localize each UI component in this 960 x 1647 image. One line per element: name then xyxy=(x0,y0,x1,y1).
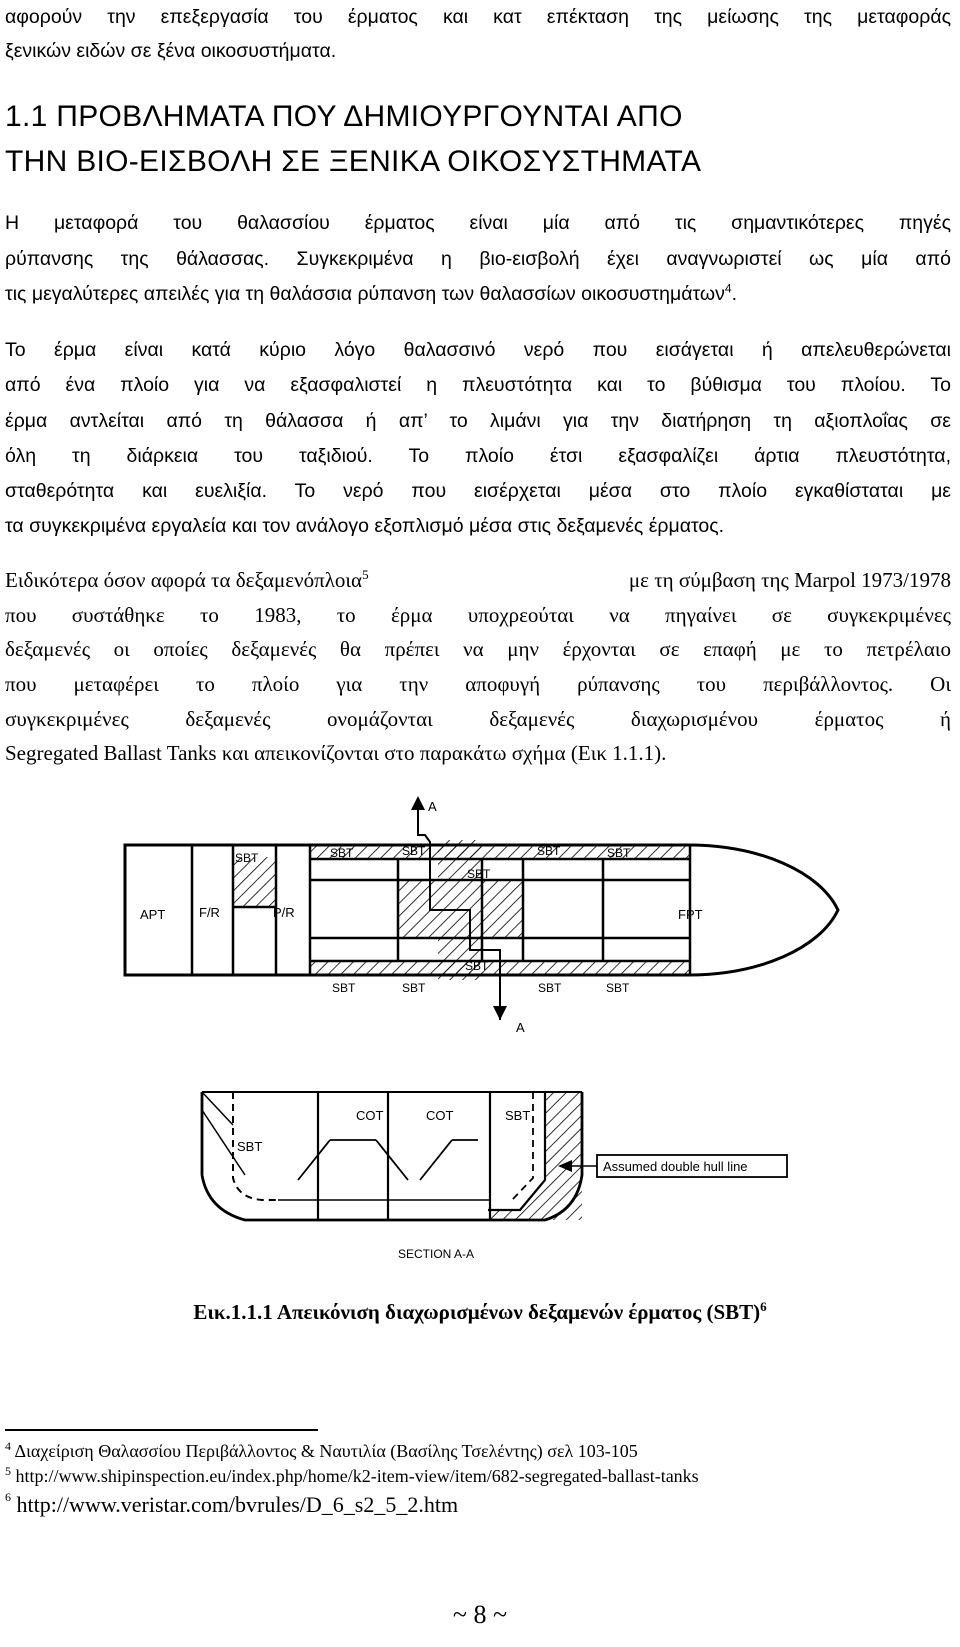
paragraph-3-line-1-a xyxy=(5,568,369,593)
sbt-aft-label: SBT xyxy=(235,851,259,865)
fr-label: F/R xyxy=(199,905,220,920)
ship-plan-view xyxy=(125,796,838,1035)
intro-line-1: αφορούν την επεξεργασία του έρματος και κατ επέκταση της μείωσης της μεταφοράς xyxy=(5,6,951,28)
page-number: ~ 8 ~ xyxy=(452,1600,508,1629)
sbt-top-3-label: SBT xyxy=(537,844,561,858)
footnote-4 xyxy=(5,1441,638,1462)
sbt-bottom-1-label: SBT xyxy=(332,981,356,995)
section-cot-1-label: COT xyxy=(356,1108,384,1123)
paragraph-3-line-1-a-text: Ειδικότερα όσον αφορά τα δεξαμενόπλοια xyxy=(5,568,363,592)
paragraph-2-line-6: τα συγκεκριμένα εργαλεία και τον ανάλογο εξοπλισμό μέσα στις δεξαμενές έρματος. xyxy=(5,515,725,537)
footnote-ref-6: 6 xyxy=(760,1299,767,1314)
paragraph-3-line-1-b: με τη σύμβαση της Marpol 1973/1978 xyxy=(628,568,951,592)
paragraph-1-line-3-end: . xyxy=(731,283,738,305)
footnote-6-link[interactable]: http://www.veristar.com/bvrules/D_6_s2_5_2.htm xyxy=(16,1492,459,1517)
footnote-4-number: 4 xyxy=(5,1439,11,1453)
footnote-6 xyxy=(5,1492,458,1518)
double-hull-label: Assumed double hull line xyxy=(603,1159,748,1174)
paragraph-1-line-3 xyxy=(5,283,951,306)
footnote-5-number: 5 xyxy=(5,1464,11,1478)
section-heading-line-1: 1.1 ΠΡΟΒΛΗΜΑΤΑ ΠΟΥ ΔΗΜΙΟΥΡΓΟΥΝΤΑΙ ΑΠΟ xyxy=(5,100,683,133)
figure-caption-text: Εικ.1.1.1 Απεικόνιση διαχωρισμένων δεξαμενών έρματος (SBT) xyxy=(193,1300,761,1324)
paragraph-2-line-3: έρμα αντλείται από τη θάλασσα ή απ’ το λιμάνι για την διατήρηση τη αξιοπλοΐας σε xyxy=(5,410,951,432)
section-heading-line-2: ΤΗΝ ΒΙΟ-ΕΙΣΒΟΛΗ ΣΕ ΞΕΝΙΚΑ ΟΙΚΟΣΥΣΤΗΜΑΤΑ xyxy=(5,145,702,178)
paragraph-2-line-5: σταθερότητα και ευελιξία. Το νερό που εισέρχεται μέσα στο πλοίο εγκαθίσταται με xyxy=(5,480,951,502)
footnote-separator xyxy=(5,1429,318,1431)
paragraph-2-line-2: από ένα πλοίο για να εξασφαλιστεί η πλευστότητα και το βύθισμα του πλοίου. Το xyxy=(5,374,951,396)
sbt-bottom-2-label: SBT xyxy=(402,981,426,995)
paragraph-3-line-6: Segregated Ballast Tanks και απεικονίζονται στο παρακάτω σχήμα (Εικ 1.1.1). xyxy=(5,741,667,765)
sbt-bottom-4-label: SBT xyxy=(606,981,630,995)
sbt-top-1-label: SBT xyxy=(330,846,354,860)
paragraph-2-line-4: όλη τη διάρκεια του ταξιδιού. Το πλοίο έτσι εξασφαλίζει άρτια πλευστότητα, xyxy=(5,445,951,467)
paragraph-3-line-3: δεξαμενές οι οποίες δεξαμενές θα πρέπει να μην έρχονται σε επαφή με το πετρέλαιο xyxy=(5,637,951,661)
footnote-5 xyxy=(5,1466,699,1487)
sbt-top-4-label: SBT xyxy=(607,846,631,860)
section-mark-top: A xyxy=(428,799,437,814)
paragraph-2-line-1: Το έρμα είναι κατά κύριο λόγο θαλασσινό νερό που εισάγεται ή απελευθερώνεται xyxy=(5,339,951,361)
sbt-center-2-label: SBT xyxy=(465,959,489,973)
pr-label: P/R xyxy=(273,905,295,920)
paragraph-3-line-5: συγκεκριμένες δεξαμενές ονομάζονται δεξαμενές διαχωρισμένου έρματος ή xyxy=(5,707,951,731)
segregated-ballast-tanks-diagram xyxy=(0,780,960,1280)
paragraph-3-line-2: που συστάθηκε το 1983, το έρμα υποχρεούται να πηγαίνει σε συγκεκριμένες xyxy=(5,603,951,627)
section-sbt-right-label: SBT xyxy=(505,1108,531,1123)
section-a-a-view xyxy=(202,1092,787,1261)
figure-caption xyxy=(0,1300,960,1325)
paragraph-3-line-1 xyxy=(5,568,951,593)
paragraph-1-line-3-text: τις μεγαλύτερες απειλές για τη θαλάσσια ρύπανση των θαλασσίων οικοσυστημάτων xyxy=(5,283,725,305)
sbt-top-2-label: SBT xyxy=(402,844,426,858)
footnote-6-number: 6 xyxy=(5,1490,11,1504)
section-mark-bottom: A xyxy=(516,1020,525,1035)
paragraph-1-line-1: Η μεταφορά του θαλασσίου έρματος είναι μία από τις σημαντικότερες πηγές xyxy=(5,212,951,234)
footnote-ref-5: 5 xyxy=(362,567,369,582)
sbt-center-1-label: SBT xyxy=(467,867,491,881)
section-title-label: SECTION A-A xyxy=(398,1247,475,1261)
sbt-bottom-3-label: SBT xyxy=(538,981,562,995)
fpt-label: FPT xyxy=(678,907,703,922)
paragraph-3-line-4: που μεταφέρει το πλοίο για την αποφυγή ρύπανσης του περιβάλλοντος. Οι xyxy=(5,672,951,696)
intro-line-2: ξενικών ειδών σε ξένα οικοσυστήματα. xyxy=(5,40,337,62)
apt-label: APT xyxy=(140,907,166,922)
footnote-4-text: Διαχείριση Θαλασσίου Περιβάλλοντος & Ναυτιλία (Βασίλης Τσελέντης) σελ 103-105 xyxy=(14,1441,638,1461)
section-sbt-left-label: SBT xyxy=(237,1139,263,1154)
section-cot-2-label: COT xyxy=(426,1108,454,1123)
footnote-5-link[interactable]: http://www.shipinspection.eu/index.php/home/k2-item-view/item/682-segregated-ballast-tanks xyxy=(15,1466,699,1486)
paragraph-1-line-2: ρύπανσης της θάλασσας. Συγκεκριμένα η βιο-εισβολή έχει αναγνωριστεί ως μία από xyxy=(5,248,951,270)
footnote-ref-4: 4 xyxy=(724,281,732,296)
